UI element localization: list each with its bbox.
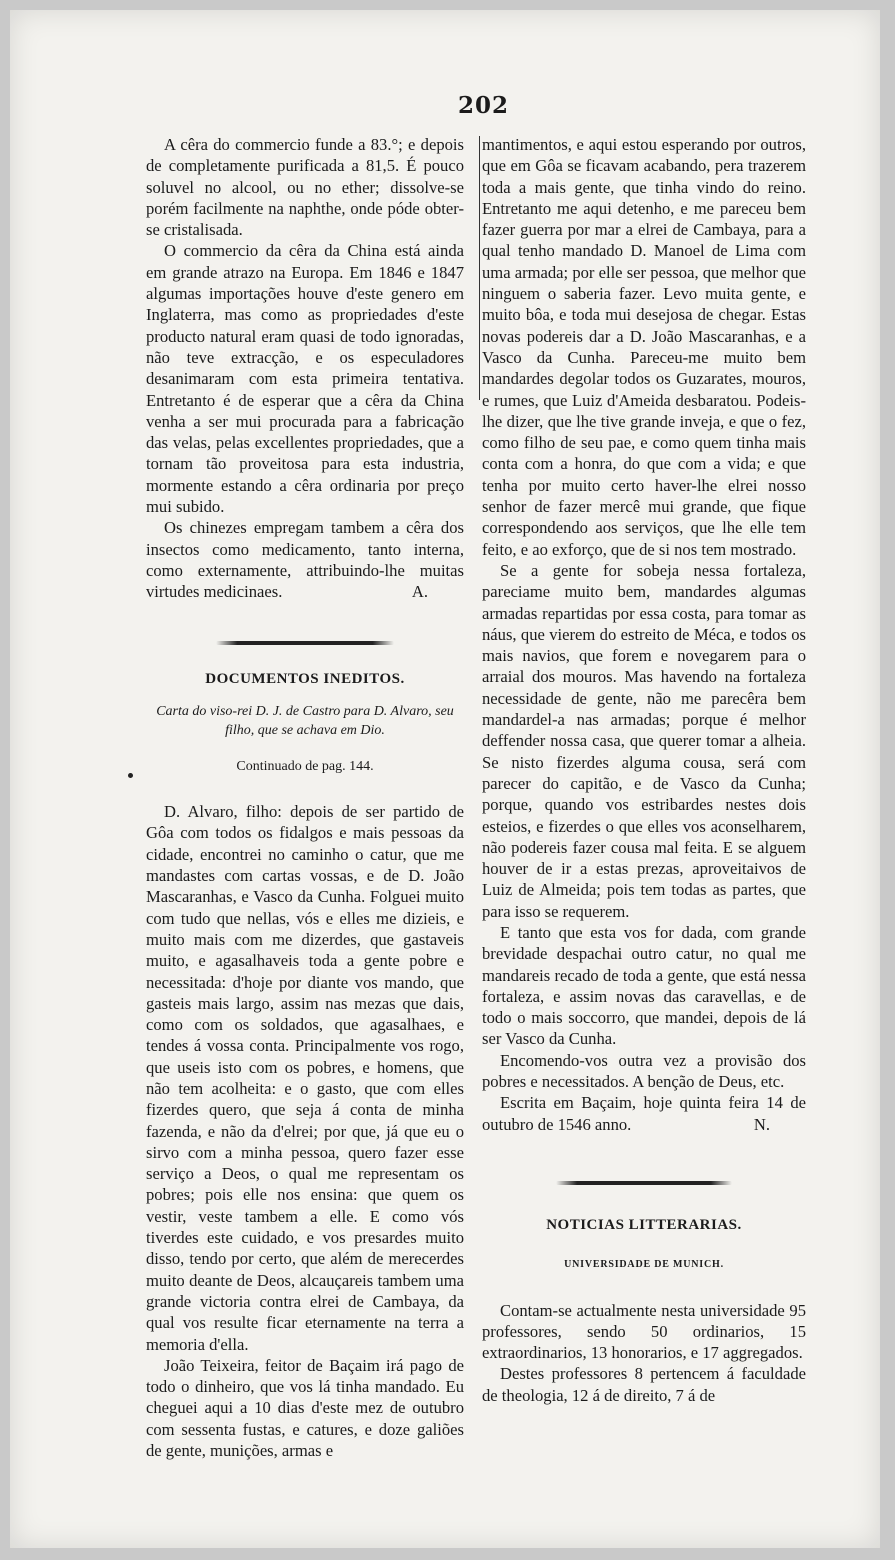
ink-dot — [128, 773, 133, 778]
article-signature: A. — [411, 582, 428, 602]
letter-paragraph: D. Alvaro, filho: depois de ser partido de Gôa com todos os fidalgos e mais pessoas da cidade, encontrei no caminho o catur, que me mandastes com cartas vossas, e de D. João Mascaranhas, e Vasco da Cunha. Folguei muito com tudo que nellas, vós e elles me dizieis, e muito mais com me dizerdes, que gastaveis muito, e agasalhaveis toda a gente pobre e necessitada: d'hoje por diante vos mando, que gasteis mais largo, assim nas mezas que dais, como com os soldados, que agasalhaes, e tendes á vossa conta. Principalmente vos rogo, que useis isto com os pobres, e homens, que não tem acolheita: e o gasto, que com elles fizerdes quero, que seja á conta de minha fazenda, e não da d'elrei; por que, já que eu o sirvo com a minha pessoa, quero fazer esse serviço a Deos, o qual me representam os pobres; pois elle nos ensina: que quem os vestir, veste tambem a elle. E como vós tiverdes este cuidado, e vos presardes muito disso, tendo por certo, que além de merecerdes muito deante de Deos, alcauçareis tambem uma grande victoria contra elrei de Cambaya, da qual vos resulte ficar eternamente na terra a memoria d'ella. — [146, 802, 464, 1354]
letter-paragraph-continued: mantimentos, e aqui estou esperando por outros, que em Gôa se ficavam acabando, pera trazerem toda a mais gente, que tinha vindo do reino. Entretanto me aqui detenho, e me pareceu bem fazer guerra por mar a elrei de Cambaya, para a qual tenho mandado D. Manoel de Lima com uma armada; por elle ser pessoa, que melhor que ninguem o saberia fazer. Levo muita gente, e muito bôa, e toda mui desejosa de chegar. Estas novas podereis dar a D. João Mascaranhas, e a Vasco da Cunha. Pareceu-me muito bem mandardes degolar todos os Guzarates, mouros, e rumes, que Luiz d'Ameida desbaratou. Podeis-lhe dizer, que lhe tive grande inveja, e que o fez, como filho de seu pae, e como quem tinha mais conta com a honra, do que com a vida; e que tenha por muito certo haver-lhe elrei nosso senhor de fazer mercê mui grande, que fique correspondendo aos serviços, que lhe elle tem feito, e ao exforço, que de si nos tem mostrado. — [482, 135, 806, 559]
letter-closing — [482, 1092, 806, 1135]
news-paragraph: Contam-se actualmente nesta universidade 95 professores, sendo 50 ordinarios, 15 extraordinarios, 13 honorarios, e 17 aggregados. — [482, 1300, 806, 1363]
continued-note: Continuado de pag. 144. — [236, 758, 374, 774]
section-heading-noticias: NOTICIAS LITTERARIAS. — [546, 1216, 742, 1233]
section-separator — [556, 1181, 732, 1185]
page-number: 202 — [458, 92, 510, 119]
news-paragraph: Destes professores 8 pertencem á faculdade de theologia, 12 á de direito, 7 á de — [482, 1364, 806, 1405]
paragraph-wax-medicine — [146, 517, 464, 602]
section-separator — [216, 641, 394, 645]
letter-signature: N. — [753, 1114, 770, 1134]
letter-paragraph: João Teixeira, feitor de Baçaim irá pago de todo o dinheiro, que vos lá tinha mandado. Eu cheguei aqui a 10 dias d'este mez de outubro com sessenta fustas, e catures, e doze galiões de gente, munições, armas e — [146, 1355, 464, 1461]
right-column — [482, 134, 806, 1406]
letter-paragraph: Encomendo-vos outra vez a provisão dos pobres e necessitados. A benção de Deus, etc. — [482, 1050, 806, 1092]
left-column — [146, 134, 464, 1461]
letter-paragraph: Se a gente for sobeja nessa fortaleza, pareciame muito bem, mandardes algumas armadas repartidas por essa costa, para tomar as náus, que vierem do estreito de Méca, e todos os mais navios, que forem e novegarem para o arraial dos mouros. Mas havendo na fortaleza necessidade de gente, não me parecêra bem mandardel-a nas armadas; porque é melhor deffender nossa casa, que querer tomar a alheia. Se nisto fizerdes alguma cousa, será com parecer do capitão, e de Vasco da Cunha; porque, quando vos estribardes nestes dois esteios, e fizerdes o que elles vos aconselharem, não podereis fazer cousa mal feita. E se alguem houver de ir a estas prezas, aproveitaivos de Luiz de Almeida; pois tem todas as partes, que para isso se requerem. — [482, 560, 806, 921]
subheading-universidade: UNIVERSIDADE DE MUNICH. — [564, 1259, 724, 1271]
paragraph-text: Os chinezes empregam tambem a cêra dos insectos como medicamento, tanto interna, como externamente, attribuindo-lhe muitas virtudes medicinaes. — [146, 518, 464, 602]
newspaper-page — [10, 10, 880, 1548]
closing-text: Escrita em Baçaim, hoje quinta feira 14 de outubro de 1546 anno. — [482, 1093, 806, 1134]
section-heading-documentos: DOCUMENTOS INEDITOS. — [205, 670, 405, 687]
column-divider — [479, 136, 480, 400]
paragraph-wax-commerce: O commercio da cêra da China está ainda em grande atrazo na Europa. Em 1846 e 1847 algumas importações houve d'este genero em Inglaterra, mas como as propriedades d'este producto natural eram quasi de todo ignoradas, não teve extracção, e os especuladores desanimaram com esta primeira tentativa. Entretanto é de esperar que a cêra da China venha a ser mui procurada para a fabricação das velas, pelas excellentes propriedades, que a tornam tão proveitosa para esta industria, mormente estando a cêra ordinaria por preço mui subido. — [146, 241, 464, 517]
letter-paragraph: E tanto que esta vos for dada, com grande brevidade despachai outro catur, no qual me mandareis recado de toda a gente, que está nessa fortaleza, e assim novas das caravellas, e de todo o mais soccorro, que mandei, depois de lá ser Vasco da Cunha. — [482, 922, 806, 1049]
letter-title: Carta do viso-rei D. J. de Castro para D. Alvaro, seu filho, que se achava em Dio. — [156, 703, 454, 738]
paragraph-wax-melting: A cêra do commercio funde a 83.°; e depois de completamente purificada a 81,5. É pouco soluvel no alcool, ou no ether; dissolve-se porém facilmente na naphthe, onde póde obter-se cristalisada. — [146, 135, 464, 240]
